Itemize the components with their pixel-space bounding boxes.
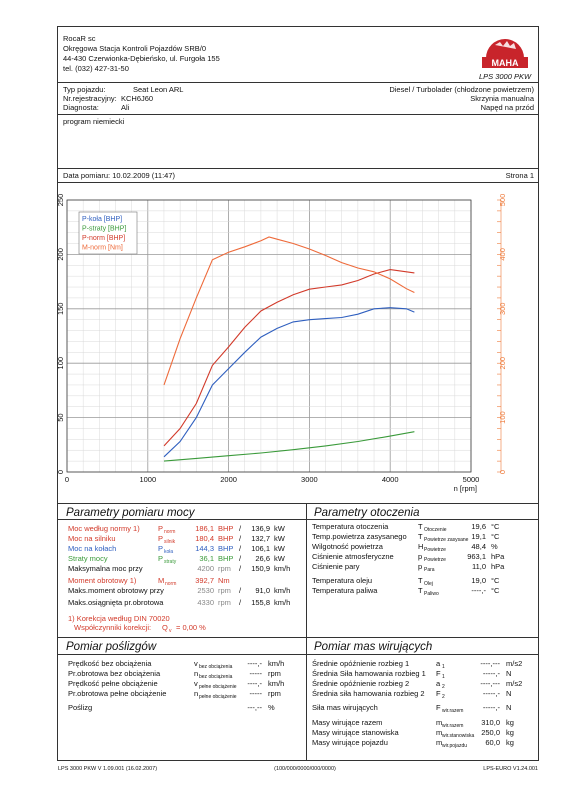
mass-row-unit: N	[506, 689, 512, 698]
company-name: RocaR sc	[63, 34, 96, 43]
slip-row-unit: rpm	[268, 689, 281, 698]
mass-row-symbol: F	[436, 689, 441, 698]
footer-center: (100/000/0000/000/0000)	[274, 766, 336, 772]
slip-row-symbol: v	[194, 659, 198, 668]
env-row-symbol: T	[418, 532, 423, 541]
power-row-unit-1: BHP	[218, 554, 234, 563]
power-row-label: Moc na silniku	[68, 534, 116, 543]
slip-row-symbol-sub: pełne obciążenie	[199, 684, 237, 690]
slip-row-symbol: v	[194, 679, 198, 688]
power-row-label: Moc według normy 1)	[68, 524, 140, 533]
power-row-symbol-sub: straty	[164, 559, 177, 565]
chart-series	[164, 237, 414, 461]
y-left-tick-label: 50	[56, 413, 65, 422]
env-row-symbol: T	[418, 576, 423, 585]
slip-row-symbol: n	[194, 669, 199, 678]
mass-row-symbol-sub: wir.pojazdu	[442, 743, 468, 749]
column-divider	[306, 637, 307, 761]
mass-row-symbol-sub: 2	[442, 684, 445, 690]
masses-section-title: Pomiar mas wirujących	[314, 641, 433, 653]
mass-row-symbol-sub: 1	[442, 664, 445, 670]
torque-unit: Nm	[218, 576, 230, 585]
torque-symbol-sub: norm	[165, 581, 177, 587]
footer-left: LPS 3000 PKW V 1.09.001 (16.02.2007)	[58, 766, 158, 772]
column-divider	[306, 503, 307, 637]
legend-entry: P-norm [BHP]	[82, 235, 126, 242]
vehicle-type-label: Typ pojazdu:	[63, 85, 106, 94]
mass-row-symbol-sub: wir.razem	[442, 708, 464, 714]
company-address: 44-430 Czerwionka-Dębieńsko, ul. Furgoła 155	[63, 54, 220, 63]
power-row-label: Moc na kołach	[68, 544, 117, 553]
mass-row-value: 60,0	[485, 738, 500, 747]
power-row-value-1: 144,3	[195, 544, 214, 553]
mass-row-value: ----,---	[480, 679, 500, 688]
vehicle-reg-value: KCH6J60	[121, 94, 154, 103]
power-row-separator: /	[239, 534, 242, 543]
env-row-label: Wilgotność powietrza	[312, 542, 383, 551]
power-row-label: Straty mocy	[68, 554, 108, 563]
torque-value: 392,7	[195, 576, 214, 585]
power-row-separator: /	[239, 554, 242, 563]
power-row-value-1: 4200	[197, 564, 214, 573]
divider	[306, 519, 539, 520]
y-right-tick-label: 0	[498, 469, 507, 475]
logo-text: MAHA	[491, 58, 519, 68]
mass-row-label: Masy wirujące razem	[312, 718, 383, 727]
gearbox-type: Skrzynia manualna	[470, 94, 534, 103]
power-row-separator: /	[239, 564, 242, 573]
slip-row-label: Prędkość bez obciążenia	[68, 659, 152, 668]
y-right-tick-label: 300	[498, 302, 507, 316]
mass-row-symbol: m	[436, 738, 443, 747]
env-row-symbol-sub: Powietrze	[424, 557, 446, 563]
mass-row-label: Masy wirujące stanowiska	[312, 728, 399, 737]
legend-entry: P-koła [BHP]	[82, 216, 123, 223]
max-torque-rpm: 2530	[197, 586, 214, 595]
company-block	[63, 34, 220, 74]
env-row-value: 11,0	[471, 562, 486, 571]
divider	[57, 503, 539, 504]
env-row-value: ----,-	[471, 586, 486, 595]
product-name: LPS 3000 PKW	[478, 72, 532, 81]
series-line-0	[164, 308, 414, 457]
env-row-value: 19,0	[471, 576, 486, 585]
env-row-symbol: p	[418, 562, 423, 571]
power-row-separator: /	[239, 524, 242, 533]
env-row-symbol-sub: Otoczenie	[424, 527, 447, 533]
mass-row-label: Średnia siła hamowania rozbieg 2	[312, 689, 425, 698]
power-row-label: Maksymalna moc przy	[68, 564, 143, 573]
mass-row-value: -----,-	[482, 669, 500, 678]
mass-row-symbol: F	[436, 669, 441, 678]
y-left-tick-label: 200	[56, 248, 65, 261]
slip-row-symbol: n	[194, 689, 199, 698]
y-left-tick-label: 150	[56, 302, 65, 316]
chart-legend	[79, 212, 137, 254]
env-row-unit: hPa	[491, 552, 505, 561]
env-row-label: Temp.powietrza zasysanego	[312, 532, 407, 541]
footer-right: LPS-EURO V1.24.001	[483, 766, 538, 772]
max-rpm-value: 4330	[197, 598, 214, 607]
correction-note: 1) Korekcja według DIN 70020	[68, 614, 170, 623]
mass-row-value: ----,---	[480, 659, 500, 668]
power-row-unit-1: BHP	[218, 544, 234, 553]
y-left-tick-label: 0	[56, 469, 65, 475]
env-row-label: Ciśnienie atmosferyczne	[312, 552, 394, 561]
mass-row-label: Masy wirujące pojazdu	[312, 738, 388, 747]
x-tick-label: 4000	[381, 475, 399, 484]
power-row-value-2: 26,6	[255, 554, 270, 563]
separator: /	[239, 598, 242, 607]
x-axis-unit: n [rpm]	[453, 484, 477, 493]
env-row-unit: °C	[491, 522, 500, 531]
x-tick-label: 5000	[462, 475, 480, 484]
env-row-unit: °C	[491, 586, 500, 595]
max-torque-rpm-unit: rpm	[218, 586, 231, 595]
mass-row-symbol: m	[436, 718, 443, 727]
slip-row-symbol-sub: bez obciążenia	[199, 674, 233, 680]
slip-row-value: ----,-	[247, 659, 262, 668]
company-station: Okręgowa Stacja Kontroli Pojazdów SRB/0	[63, 44, 206, 53]
legend-entry: P-straty [BHP]	[82, 225, 127, 233]
mass-row-value: 250,0	[481, 728, 500, 737]
max-rpm-speed: 155,8	[251, 598, 270, 607]
y-left-tick-label: 250	[56, 193, 65, 207]
page-number: Strona 1	[505, 171, 534, 180]
y-right-tick-label: 200	[498, 356, 507, 370]
x-tick-label: 0	[64, 475, 70, 484]
slip-row-label: Pr.obrotowa bez obciążenia	[68, 669, 161, 678]
slip-row-unit: rpm	[268, 669, 281, 678]
max-rpm-speed-unit: km/h	[274, 598, 291, 607]
divider	[57, 182, 539, 183]
separator: /	[239, 586, 242, 595]
y-right-tick-label: 100	[498, 411, 507, 424]
y-right-tick-label: 500	[498, 193, 507, 207]
power-row-unit-2: kW	[274, 534, 285, 543]
power-row-value-2: 106,1	[251, 544, 270, 553]
slip-row-symbol-sub: bez obciążenia	[199, 664, 233, 670]
mass-row-symbol-sub: wir.razem	[442, 723, 464, 729]
power-row-value-1: 36,1	[199, 554, 214, 563]
power-row-symbol: P	[158, 534, 164, 543]
slip-row-unit: km/h	[268, 659, 285, 668]
correction-factor-symbol: Q	[162, 623, 168, 632]
env-row-symbol-sub: Powietrze	[424, 547, 446, 553]
mass-row-unit: m/s2	[506, 659, 523, 668]
slip-row-value: -----	[249, 689, 262, 698]
env-row-unit: hPa	[491, 562, 505, 571]
correction-factor-label: Współczynniki korekcji:	[74, 623, 152, 632]
mass-row-label: Siła mas wirujących	[312, 703, 378, 712]
divider	[57, 654, 306, 655]
torque-label: Moment obrotowy 1)	[68, 576, 137, 585]
program-name: program niemiecki	[63, 117, 125, 126]
mass-row-value: -----,-	[482, 689, 500, 698]
divider	[57, 637, 539, 638]
max-torque-speed-unit: km/h	[274, 586, 291, 595]
max-torque-speed: 91,0	[255, 586, 270, 595]
x-tick-label: 3000	[301, 475, 318, 484]
env-row-symbol: T	[418, 522, 423, 531]
env-row-label: Temperatura oleju	[312, 576, 373, 585]
max-rpm-unit: rpm	[218, 598, 231, 607]
x-tick-label: 1000	[139, 475, 157, 484]
mass-row-unit: N	[506, 669, 512, 678]
vehicle-type-value: Seat Leon ARL	[133, 85, 184, 94]
mass-row-unit: kg	[506, 728, 514, 737]
power-row-value-2: 132,7	[251, 534, 270, 543]
env-row-value: 19,1	[471, 532, 486, 541]
env-row-label: Temperatura paliwa	[312, 586, 378, 595]
divider	[306, 654, 539, 655]
env-row-label: Temperatura otoczenia	[312, 522, 389, 531]
slip-row-unit: %	[268, 703, 275, 712]
slip-row-unit: km/h	[268, 679, 285, 688]
max-torque-label: Maks.moment obrotowy przy	[68, 586, 164, 595]
mass-row-symbol-sub: 2	[442, 694, 445, 700]
diagnostician-value: Ali	[121, 103, 130, 112]
mass-row-value: 310,0	[481, 718, 500, 727]
mass-row-unit: N	[506, 703, 512, 712]
max-rpm-label: Maks.osiągnięta pr.obrotowa	[68, 598, 164, 607]
slip-section-title: Pomiar poślizgów	[66, 641, 157, 653]
torque-symbol: M	[158, 576, 165, 585]
power-row-unit-1: rpm	[218, 564, 231, 573]
slip-row-label: Prędkość pełne obciążenie	[68, 679, 158, 688]
mass-row-unit: kg	[506, 718, 514, 727]
mass-row-value: -----,-	[482, 703, 500, 712]
env-row-symbol-sub: Paliwo	[424, 591, 439, 597]
power-row-separator: /	[239, 544, 242, 553]
power-row-symbol-sub: koła	[164, 549, 174, 555]
slip-row-value: ---,--	[247, 703, 262, 712]
correction-factor-value: = 0,00 %	[176, 623, 206, 632]
power-row-symbol: P	[158, 524, 164, 533]
power-row-value-1: 186,1	[195, 524, 214, 533]
divider	[57, 168, 539, 169]
mass-row-symbol: F	[436, 703, 441, 712]
env-row-symbol-sub: Olej	[424, 581, 433, 587]
drive-type: Napęd na przód	[480, 103, 534, 112]
env-row-value: 48,4	[471, 542, 486, 551]
power-row-value-2: 136,9	[251, 524, 270, 533]
mass-row-label: Średnie opóźnienie rozbieg 2	[312, 679, 410, 688]
series-line-3	[164, 237, 414, 385]
env-row-symbol-sub: Powietrze zasysane	[424, 537, 469, 543]
env-row-symbol: p	[418, 552, 423, 561]
power-row-unit-1: BHP	[218, 534, 234, 543]
maha-logo-icon	[476, 32, 534, 72]
env-row-label: Ciśnienie pary	[312, 562, 360, 571]
mass-row-label: Średnia Siła hamowania rozbieg 1	[312, 669, 426, 678]
env-row-symbol: T	[418, 586, 423, 595]
env-row-unit: °C	[491, 576, 500, 585]
slip-row-symbol-sub: pełne obciążenie	[199, 694, 237, 700]
mass-row-symbol-sub: wir.stanowiska	[442, 733, 475, 739]
divider	[57, 519, 306, 520]
mass-row-symbol-sub: 1	[442, 674, 445, 680]
power-chart	[57, 190, 539, 500]
mass-row-unit: kg	[506, 738, 514, 747]
company-phone: tel. (032) 427-31-50	[63, 64, 129, 73]
slip-row-value: -----	[249, 669, 262, 678]
power-row-symbol: P	[158, 554, 164, 563]
slip-row-label: Pr.obrotowa pełne obciążenie	[68, 689, 167, 698]
mass-row-symbol: a	[436, 659, 441, 668]
legend-entry: M-norm [Nm]	[82, 244, 123, 252]
power-row-unit-2: km/h	[274, 564, 291, 573]
power-row-unit-2: kW	[274, 554, 285, 563]
mass-row-symbol: a	[436, 679, 441, 688]
env-row-symbol: H	[418, 542, 424, 551]
measurement-date: Data pomiaru: 10.02.2009 (11:47)	[63, 171, 176, 180]
power-row-symbol-sub: silnik	[164, 539, 176, 545]
divider	[57, 114, 539, 115]
env-row-unit: °C	[491, 532, 500, 541]
engine-type: Diesel / Turbolader (chłodzone powietrzem)	[389, 85, 534, 94]
environment-section-title: Parametry otoczenia	[314, 507, 420, 519]
diagnostician-label: Diagnosta:	[63, 103, 99, 112]
env-row-value: 19,6	[471, 522, 486, 531]
slip-row-value: ----,-	[247, 679, 262, 688]
power-row-value-2: 150,9	[251, 564, 270, 573]
power-row-symbol: P	[158, 544, 164, 553]
mass-row-symbol: m	[436, 728, 443, 737]
maha-logo	[476, 32, 534, 72]
env-row-unit: %	[491, 542, 498, 551]
power-row-unit-2: kW	[274, 544, 285, 553]
series-line-2	[164, 270, 414, 446]
mass-row-unit: m/s2	[506, 679, 523, 688]
mass-row-label: Średnie opóźnienie rozbieg 1	[312, 659, 410, 668]
power-row-unit-1: BHP	[218, 524, 234, 533]
correction-factor-sub: v	[169, 628, 172, 634]
slip-row-label: Poślizg	[68, 703, 93, 712]
env-row-symbol-sub: Para	[424, 567, 435, 573]
vehicle-reg-label: Nr.rejestracyjny:	[63, 94, 117, 103]
power-row-symbol-sub: norm	[164, 529, 176, 535]
power-row-value-1: 180,4	[195, 534, 214, 543]
y-right-tick-label: 400	[498, 248, 507, 261]
series-line-1	[164, 432, 414, 461]
power-section-title: Parametry pomiaru mocy	[66, 507, 195, 519]
divider	[57, 82, 539, 83]
power-row-unit-2: kW	[274, 524, 285, 533]
x-tick-label: 2000	[220, 475, 237, 484]
env-row-value: 963,1	[467, 552, 486, 561]
y-left-tick-label: 100	[56, 356, 65, 370]
